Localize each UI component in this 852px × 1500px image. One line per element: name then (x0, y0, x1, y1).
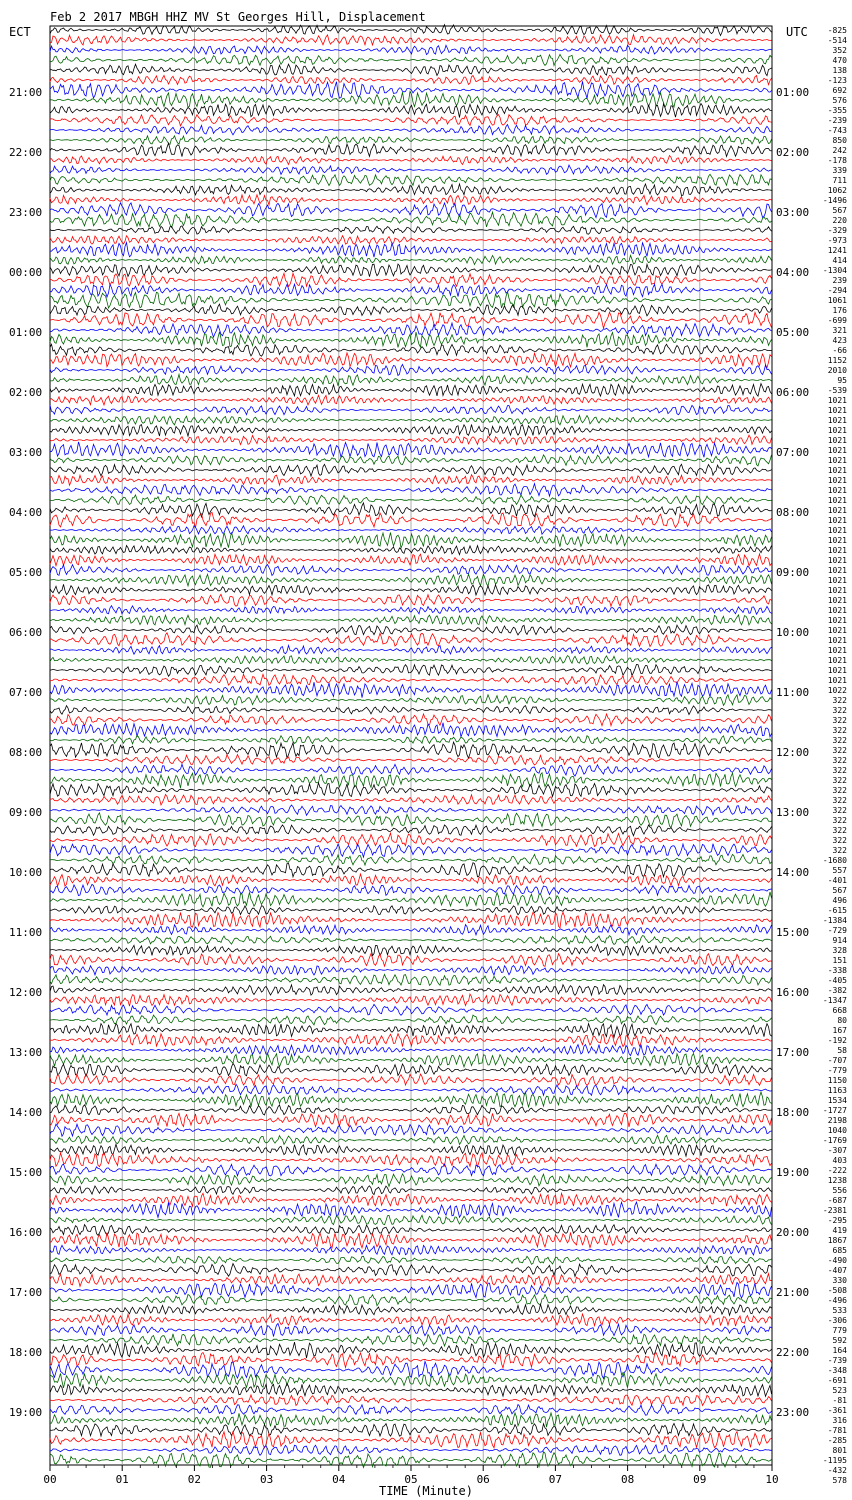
trace-offset-label: 1021 (827, 486, 847, 495)
trace-offset-label: 1021 (827, 676, 847, 685)
trace-offset-label: -1384 (822, 916, 847, 925)
trace-offset-label: 352 (832, 46, 847, 55)
trace-offset-label: -490 (827, 1256, 847, 1265)
right-hour-label: 22:00 (776, 1346, 810, 1359)
left-hour-label: 02:00 (9, 386, 43, 399)
trace-offset-label: 1867 (827, 1236, 847, 1245)
trace-offset-label: 557 (832, 866, 847, 875)
trace-offset-label: 328 (832, 946, 847, 955)
trace-offset-label: -739 (827, 1356, 847, 1365)
trace-offset-label: 151 (832, 956, 847, 965)
trace-offset-label: 1021 (827, 406, 847, 415)
trace-offset-label: -306 (827, 1316, 847, 1325)
trace-offset-label: 423 (832, 336, 847, 345)
trace-offset-label: -329 (827, 226, 847, 235)
trace-offset-label: -1304 (822, 266, 847, 275)
trace-offset-label: 567 (832, 886, 847, 895)
trace-offset-label: 556 (832, 1186, 847, 1195)
trace-offset-label: 322 (832, 796, 847, 805)
trace-offset-label: 95 (837, 376, 847, 385)
x-tick-label: 10 (765, 1473, 779, 1486)
trace-offset-label: 1021 (827, 636, 847, 645)
x-tick-label: 03 (259, 1473, 274, 1486)
trace-offset-label: 176 (832, 306, 847, 315)
trace-offset-label: -338 (827, 966, 847, 975)
trace-offset-label: -66 (832, 346, 847, 355)
right-hour-label: 14:00 (776, 866, 810, 879)
right-hour-label: 09:00 (776, 566, 810, 579)
trace-offset-label: 692 (832, 86, 847, 95)
trace-offset-label: -348 (827, 1366, 847, 1375)
right-hour-label: 15:00 (776, 926, 810, 939)
trace-offset-label: 578 (832, 1476, 847, 1485)
trace-offset-label: 1021 (827, 446, 847, 455)
trace-offset-label: 321 (832, 326, 847, 335)
trace-offset-label: 1021 (827, 596, 847, 605)
right-hour-label: 06:00 (776, 386, 810, 399)
trace-offset-label: 2198 (827, 1116, 847, 1125)
trace-offset-label: 322 (832, 726, 847, 735)
right-timezone-label: UTC (786, 25, 808, 39)
trace-offset-label: -401 (827, 876, 847, 885)
right-hour-label: 16:00 (776, 986, 810, 999)
trace-offset-label: -285 (827, 1436, 847, 1445)
trace-offset-label: -2381 (822, 1206, 847, 1215)
trace-offset-label: 1021 (827, 666, 847, 675)
trace-offset-label: -192 (827, 1036, 847, 1045)
right-hour-label: 01:00 (776, 86, 810, 99)
trace-offset-label: 1238 (827, 1176, 847, 1185)
trace-offset-label: -508 (827, 1286, 847, 1295)
trace-offset-label: 1021 (827, 656, 847, 665)
left-hour-label: 10:00 (9, 866, 43, 879)
trace-offset-label: 164 (832, 1346, 847, 1355)
trace-offset-label: 322 (832, 756, 847, 765)
trace-offset-label: -707 (827, 1056, 847, 1065)
trace-offset-label: 592 (832, 1336, 847, 1345)
left-hour-label: 00:00 (9, 266, 43, 279)
trace-offset-label: -687 (827, 1196, 847, 1205)
trace-offset-label: 850 (832, 136, 847, 145)
x-axis-title: TIME (Minute) (379, 1484, 473, 1498)
trace-offset-label: 239 (832, 276, 847, 285)
left-hour-label: 05:00 (9, 566, 43, 579)
trace-offset-label: -361 (827, 1406, 847, 1415)
x-tick-label: 09 (693, 1473, 707, 1486)
trace-offset-label: 403 (832, 1156, 847, 1165)
trace-offset-label: 685 (832, 1246, 847, 1255)
trace-offset-label: 914 (832, 936, 847, 945)
right-hour-label: 04:00 (776, 266, 810, 279)
x-tick-label: 04 (332, 1473, 346, 1486)
left-hour-label: 21:00 (9, 86, 43, 99)
trace-offset-label: 1061 (827, 296, 847, 305)
x-axis (43, 1465, 778, 1486)
trace-offset-label: -295 (827, 1216, 847, 1225)
left-hour-label: 08:00 (9, 746, 43, 759)
trace-offset-label: -405 (827, 976, 847, 985)
left-hour-label: 03:00 (9, 446, 43, 459)
trace-offset-label: -407 (827, 1266, 847, 1275)
trace-offset-label: 322 (832, 836, 847, 845)
trace-offset-label: 567 (832, 206, 847, 215)
right-hour-label: 08:00 (776, 506, 810, 519)
left-hour-label: 11:00 (9, 926, 43, 939)
trace-offset-label: 330 (832, 1276, 847, 1285)
trace-offset-label: 414 (832, 256, 847, 265)
trace-offset-label: 1021 (827, 456, 847, 465)
left-hour-label: 07:00 (9, 686, 43, 699)
left-timezone-label: ECT (9, 25, 31, 39)
trace-offset-label: 779 (832, 1326, 847, 1335)
trace-offset-label: 1241 (827, 246, 847, 255)
trace-offset-label: -123 (827, 76, 847, 85)
trace-offset-label: 2010 (827, 366, 847, 375)
right-hour-label: 02:00 (776, 146, 810, 159)
trace-offset-label: 322 (832, 806, 847, 815)
trace-offset-label: -743 (827, 126, 847, 135)
trace-offset-label: 322 (832, 706, 847, 715)
trace-offset-label: -615 (827, 906, 847, 915)
trace-offset-label: 322 (832, 746, 847, 755)
trace-offset-label: -382 (827, 986, 847, 995)
left-hour-label: 06:00 (9, 626, 43, 639)
trace-offset-label: 1021 (827, 436, 847, 445)
trace-offset-label: -1727 (822, 1106, 847, 1115)
left-hour-label: 17:00 (9, 1286, 43, 1299)
right-hour-label: 19:00 (776, 1166, 810, 1179)
trace-offset-label: -1769 (822, 1136, 847, 1145)
right-hour-label: 18:00 (776, 1106, 810, 1119)
trace-offset-label: 322 (832, 766, 847, 775)
right-hour-label: 10:00 (776, 626, 810, 639)
trace-offset-label: 1040 (827, 1126, 847, 1135)
trace-offset-label: 1021 (827, 516, 847, 525)
trace-offset-label: 1021 (827, 506, 847, 515)
x-tick-label: 05 (404, 1473, 418, 1486)
x-tick-label: 07 (548, 1473, 563, 1486)
trace-offset-label: 322 (832, 826, 847, 835)
right-hour-label: 20:00 (776, 1226, 810, 1239)
trace-offset-label: -825 (827, 26, 847, 35)
x-tick-label: 00 (43, 1473, 57, 1486)
trace-offset-label: -539 (827, 386, 847, 395)
trace-offset-label: 1163 (827, 1086, 847, 1095)
trace-offset-label: -1347 (822, 996, 847, 1005)
trace-offset-label: 1062 (827, 186, 847, 195)
trace-offset-label: 322 (832, 846, 847, 855)
trace-offset-label: 576 (832, 96, 847, 105)
trace-offset-label: -307 (827, 1146, 847, 1155)
trace-offset-label: -729 (827, 926, 847, 935)
trace-offset-label: -432 (827, 1466, 847, 1475)
trace-offset-label: 1021 (827, 616, 847, 625)
left-hour-label: 14:00 (9, 1106, 43, 1119)
minute-gridlines (122, 26, 700, 1465)
trace-offset-label: 711 (832, 176, 847, 185)
trace-offset-label: -239 (827, 116, 847, 125)
trace-offset-label: 1534 (827, 1096, 847, 1105)
trace-offset-label: -1496 (822, 196, 847, 205)
trace-offset-label: 220 (832, 216, 847, 225)
left-hour-label: 18:00 (9, 1346, 43, 1359)
trace-offset-label: 1021 (827, 496, 847, 505)
trace-offset-label: 1021 (827, 566, 847, 575)
trace-offset-label: -81 (832, 1396, 847, 1405)
trace-offset-label: 419 (832, 1226, 847, 1235)
trace-offset-label: 1021 (827, 546, 847, 555)
x-tick-label: 02 (187, 1473, 202, 1486)
trace-offset-label: -1680 (822, 856, 847, 865)
trace-offset-label: -691 (827, 1376, 847, 1385)
trace-offset-label: -779 (827, 1066, 847, 1075)
left-hour-label: 22:00 (9, 146, 43, 159)
left-hour-label: 01:00 (9, 326, 43, 339)
trace-offset-column (823, 26, 847, 1485)
trace-offset-label: 1021 (827, 476, 847, 485)
trace-offset-label: 1021 (827, 416, 847, 425)
right-hour-label: 12:00 (776, 746, 810, 759)
left-hour-label: 23:00 (9, 206, 43, 219)
trace-offset-label: -514 (827, 36, 847, 45)
x-tick-label: 08 (620, 1473, 635, 1486)
trace-offset-label: 167 (832, 1026, 847, 1035)
right-hour-label: 23:00 (776, 1406, 810, 1419)
trace-offset-label: 322 (832, 716, 847, 725)
trace-offset-label: 1021 (827, 556, 847, 565)
trace-offset-label: 1021 (827, 626, 847, 635)
trace-offset-label: -699 (827, 316, 847, 325)
trace-offset-label: 322 (832, 736, 847, 745)
trace-offset-label: 1021 (827, 466, 847, 475)
trace-offset-label: -973 (827, 236, 847, 245)
trace-offset-label: 1152 (827, 356, 847, 365)
trace-offset-label: 322 (832, 776, 847, 785)
trace-offset-label: 1021 (827, 526, 847, 535)
trace-offset-label: -355 (827, 106, 847, 115)
trace-offset-label: 668 (832, 1006, 847, 1015)
chart-title: Feb 2 2017 MBGH HHZ MV St Georges Hill, Displacement (50, 10, 426, 24)
trace-offset-label: -496 (827, 1296, 847, 1305)
trace-offset-label: 523 (832, 1386, 847, 1395)
right-hour-label: 13:00 (776, 806, 810, 819)
left-hour-label: 15:00 (9, 1166, 43, 1179)
trace-offset-label: 316 (832, 1416, 847, 1425)
right-hour-label: 05:00 (776, 326, 810, 339)
trace-offset-label: 339 (832, 166, 847, 175)
trace-offset-label: 1021 (827, 536, 847, 545)
right-hour-label: 07:00 (776, 446, 810, 459)
trace-offset-label: 1021 (827, 426, 847, 435)
trace-offset-label: 496 (832, 896, 847, 905)
left-hour-label: 16:00 (9, 1226, 43, 1239)
trace-offset-label: 470 (832, 56, 847, 65)
trace-offset-label: 801 (832, 1446, 847, 1455)
left-hour-axis (9, 86, 42, 1419)
trace-offset-label: 1021 (827, 576, 847, 585)
right-hour-axis (776, 86, 809, 1419)
left-hour-label: 04:00 (9, 506, 43, 519)
trace-offset-label: 322 (832, 816, 847, 825)
right-hour-label: 21:00 (776, 1286, 810, 1299)
trace-offset-label: 242 (832, 146, 847, 155)
trace-offset-label: 1021 (827, 586, 847, 595)
x-tick-label: 06 (476, 1473, 490, 1486)
trace-offset-label: 322 (832, 696, 847, 705)
right-hour-label: 17:00 (776, 1046, 810, 1059)
trace-offset-label: 322 (832, 786, 847, 795)
trace-offset-label: -222 (827, 1166, 847, 1175)
trace-offset-label: 533 (832, 1306, 847, 1315)
trace-offset-label: -1195 (822, 1456, 847, 1465)
trace-offset-label: 1021 (827, 606, 847, 615)
left-hour-label: 19:00 (9, 1406, 43, 1419)
trace-offset-label: 58 (837, 1046, 847, 1055)
trace-offset-label: 1021 (827, 396, 847, 405)
trace-offset-label: 1022 (827, 686, 847, 695)
trace-offset-label: 80 (837, 1016, 847, 1025)
left-hour-label: 09:00 (9, 806, 43, 819)
right-hour-label: 11:00 (776, 686, 810, 699)
trace-offset-label: 1021 (827, 646, 847, 655)
left-hour-label: 13:00 (9, 1046, 43, 1059)
trace-offset-label: -781 (827, 1426, 847, 1435)
trace-offset-label: 138 (832, 66, 847, 75)
trace-offset-label: 1150 (827, 1076, 847, 1085)
right-hour-label: 03:00 (776, 206, 810, 219)
x-tick-label: 01 (115, 1473, 129, 1486)
left-hour-label: 12:00 (9, 986, 43, 999)
trace-offset-label: -178 (827, 156, 847, 165)
trace-offset-label: -294 (827, 286, 847, 295)
